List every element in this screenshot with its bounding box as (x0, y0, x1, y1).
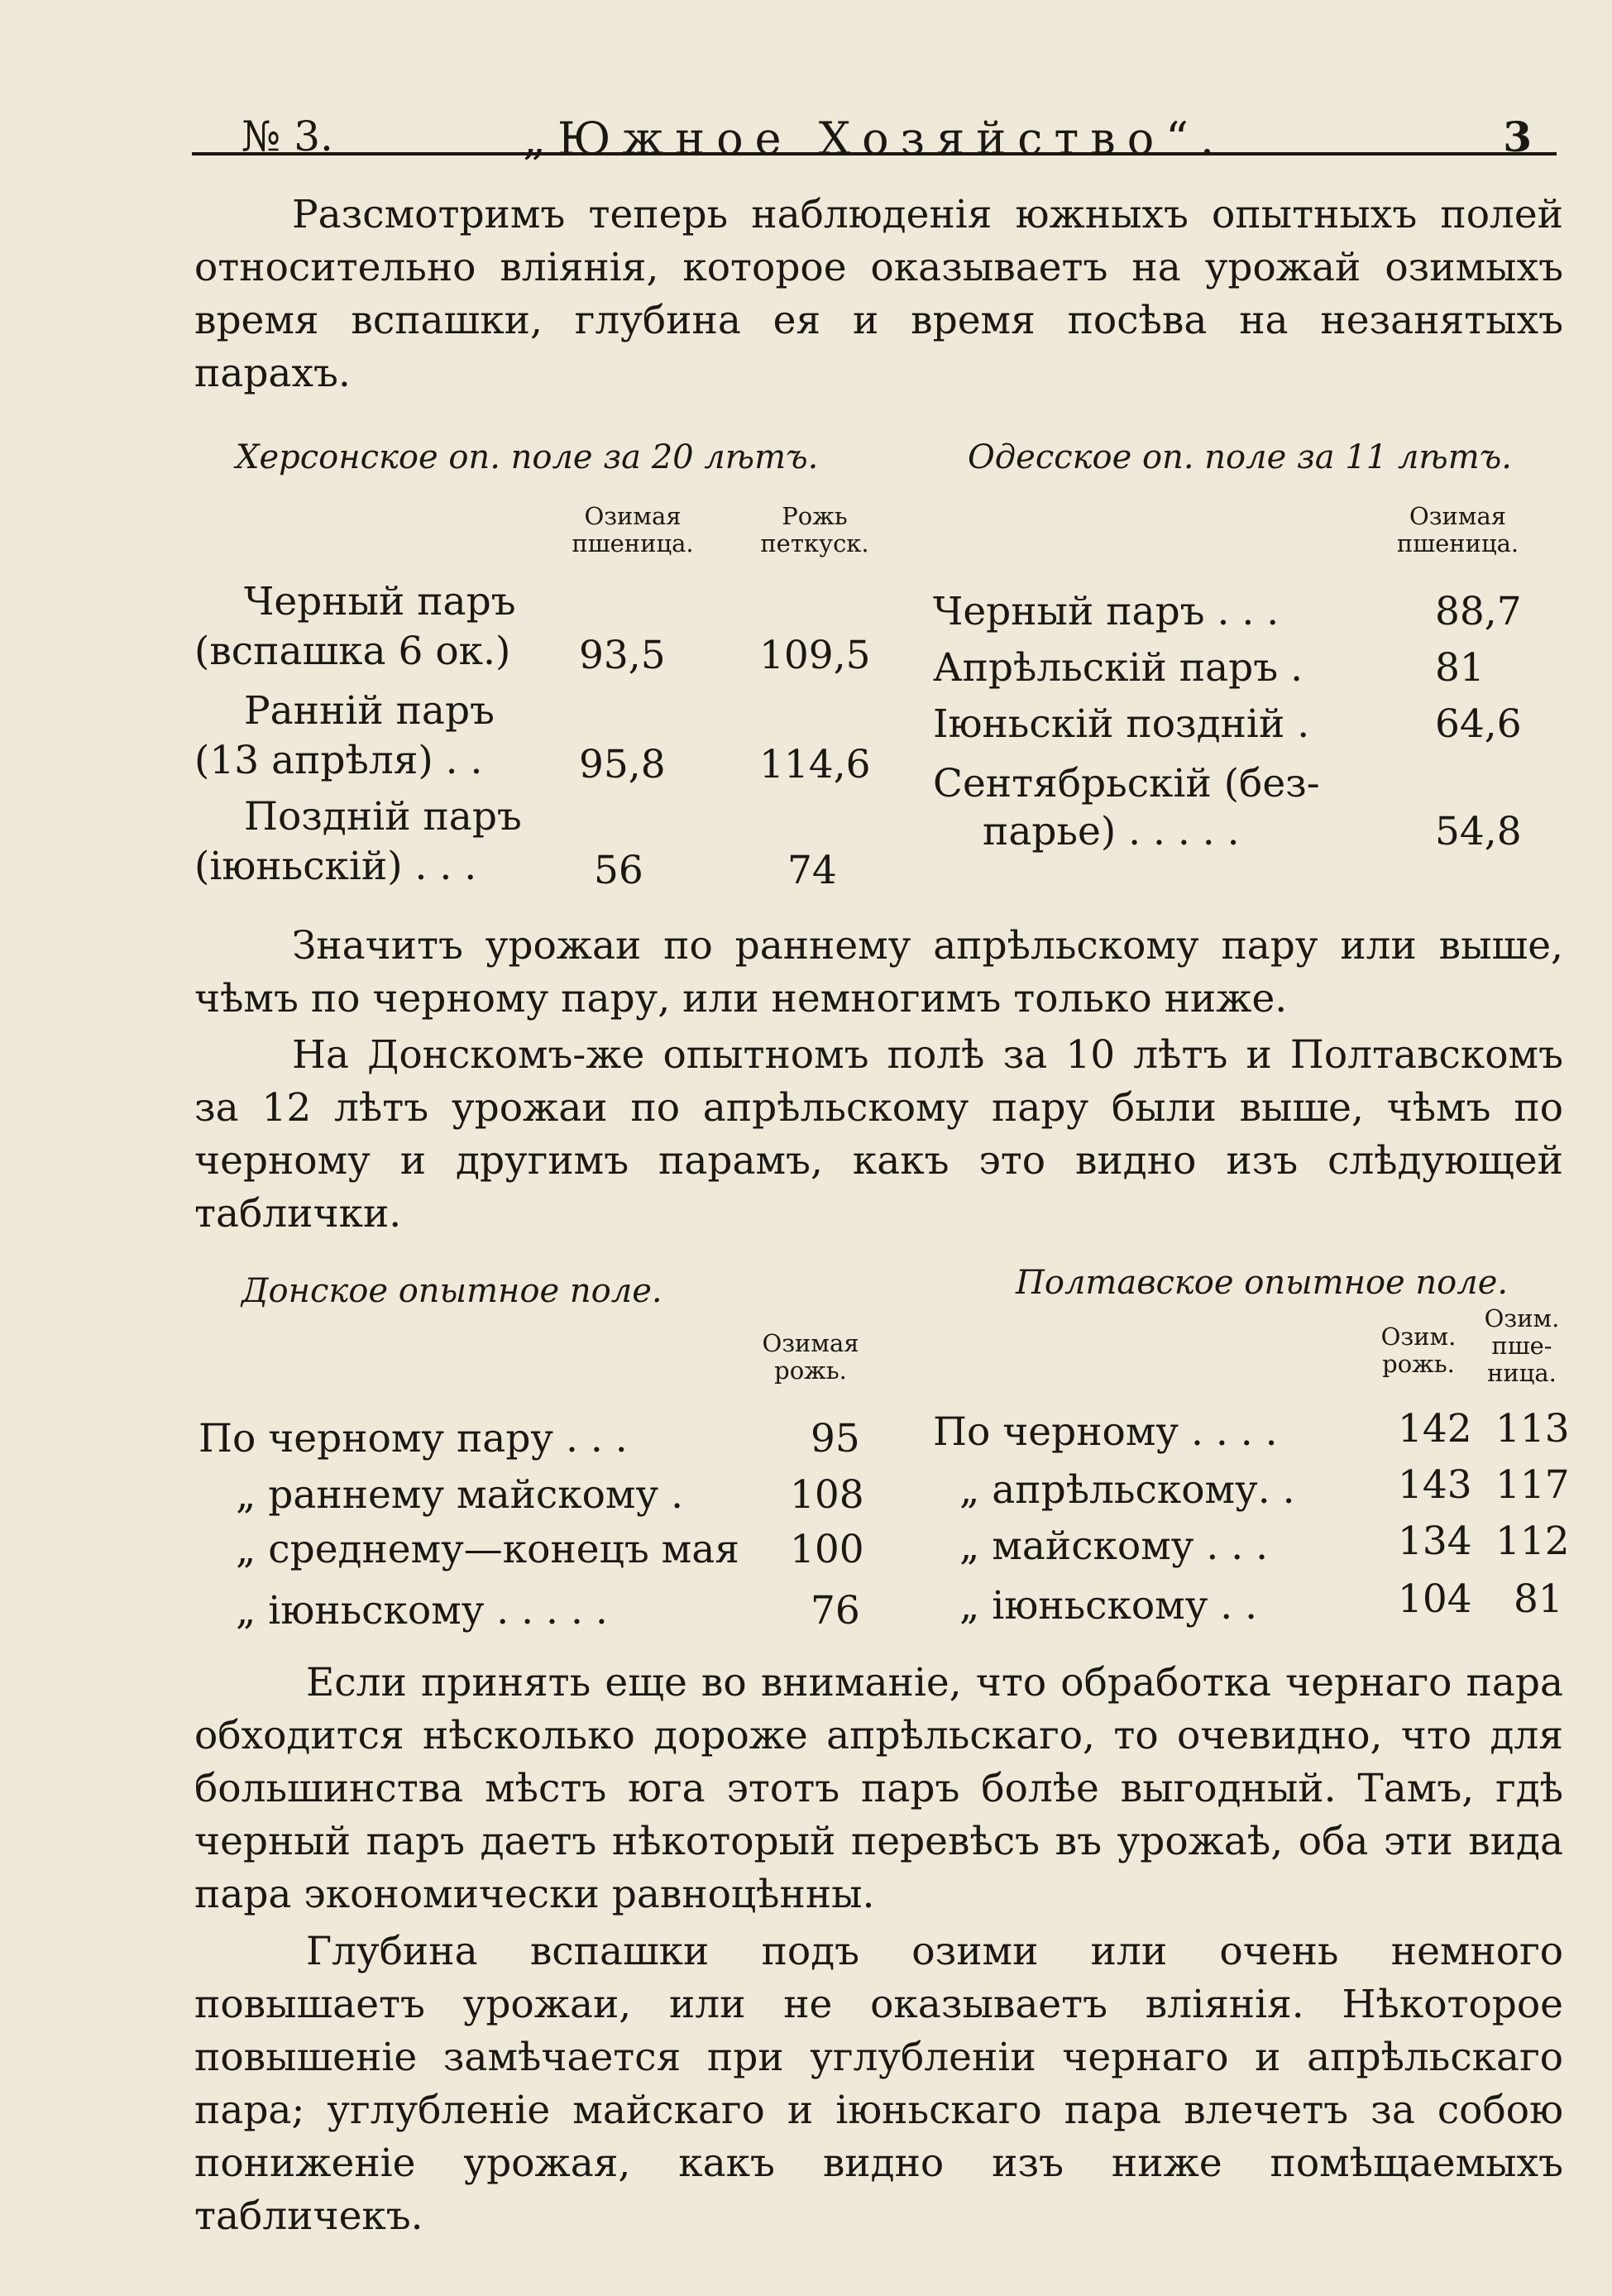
odessa-caption: Одесское оп. поле за 11 лѣтъ. (968, 438, 1513, 476)
journal-title: „Южное Хозяйство“. (523, 112, 1226, 165)
don-col-header: Озимая рожь. (762, 1329, 859, 1385)
poltava-col2-header: Озим. пше- ница. (1484, 1304, 1560, 1387)
paragraph-1: Разсмотримъ теперь наблюденія южныхъ опытныхъ полей относительно вліянія, которое оказываетъ на урожай озимыхъ время вспашки, глубина ея и время посѣва на незанятыхъ парахъ. (194, 192, 1563, 396)
header-rule (192, 152, 1557, 155)
paragraph-3: На Донскомъ-же опытномъ полѣ за 10 лѣтъ и Полтавскомъ за 12 лѣтъ урожаи по апрѣльскому пару были выше, чѣмъ по черному и другимъ парамъ, какъ это видно изъ слѣдующей таблички. (194, 1032, 1563, 1236)
poltava-caption: Полтавское опытное поле. (1016, 1264, 1509, 1302)
odessa-col-header: Озимая пшеница. (1396, 502, 1519, 557)
document-page: № 3. „Южное Хозяйство“. 3 Разсмотримъ теперь наблюденія южныхъ опытныхъ полей относительно вліянія, которое оказываетъ на урожай озимыхъ время вспашки, глубина ея и время посѣва на незанятыхъ парахъ. Херсонское оп. поле за 20 лѣтъ. Озимая пшеница. Рожь петкуск. Черный паръ (вспашка 6 ок.) 93,5 109,5 Ранній паръ (13 апрѣля) . . 95,8 114,6 Поздній паръ (іюньскій) . . . 56 74 Одесское оп. поле за 11 лѣтъ. Озимая пшеница. Черный паръ . . . 88,7 Апрѣльскій паръ . 81 Іюньскій поздній . 64,6 Сентябрьскій (без- парье) . . . . . 54,8 Значитъ урожаи по раннему апрѣльскому пару или выше, чѣмъ по черному пару, или немногимъ только ниже. На Донскомъ-же опытномъ полѣ за 10 лѣтъ и Полтавскомъ за 12 лѣтъ урожаи по апрѣльскому пару были выше, чѣмъ по черному и другимъ парамъ, какъ это видно изъ слѣдующей таблички. Донское опытное поле. Озимая рожь. По черному пару . . . 95 „ раннему майскому . 108 „ среднему—конецъ мая 100 „ іюньскому . . . . . 76 Полтавское опытное поле. Озим. рожь. Озим. пше- ница. По черному . . . . 142 113 „ апрѣльскому. . 143 117 „ майскому . . . 134 112 „ іюньскому . . 104 81 Если принять еще во вниманіе, что обработка чернаго пара обходится нѣсколько дороже апрѣльскаго, то очевидно, что для большинства мѣстъ юга этотъ паръ болѣе выгодный. Тамъ, гдѣ черный паръ даетъ нѣкоторый перевѣсъ въ урожаѣ, оба эти вида пара экономически равноцѣнны. Глубина вспашки подъ озими или очень немного повышаетъ урожаи, или не оказываетъ вліянія. Нѣкоторое повышеніе замѣчается при углубленіи чернаго и апрѣльскаго пара; углубленіе майскаго и іюньскаго пара влечетъ за собою пониженіе урожая, какъ видно изъ ниже помѣщаемыхъ табличекъ. (0, 0, 1612, 2296)
issue-number: № 3. (242, 112, 333, 160)
kherson-col2-header: Рожь петкуск. (760, 502, 869, 557)
poltava-col1-header: Озим. рожь. (1380, 1323, 1457, 1378)
page-number: 3 (1503, 112, 1532, 161)
paragraph-2: Значитъ урожаи по раннему апрѣльскому пару или выше, чѣмъ по черному пару, или немногимъ только ниже. (194, 923, 1563, 1021)
kherson-caption: Херсонское оп. поле за 20 лѣтъ. (236, 438, 819, 476)
paragraph-5: Глубина вспашки подъ озими или очень немного повышаетъ урожаи, или не оказываетъ вліянія. Нѣкоторое повышеніе замѣчается при углубленіи чернаго и апрѣльскаго пара; углубленіе майскаго и іюньскаго пара влечетъ за собою пониженіе урожая, какъ видно изъ ниже помѣщаемыхъ табличекъ. (194, 1929, 1563, 2239)
paragraph-4: Если принять еще во вниманіе, что обработка чернаго пара обходится нѣсколько дороже апрѣльскаго, то очевидно, что для большинства мѣстъ юга этотъ паръ болѣе выгодный. Тамъ, гдѣ черный паръ даетъ нѣкоторый перевѣсъ въ урожаѣ, оба эти вида пара экономически равноцѣнны. (194, 1660, 1563, 1917)
kherson-col1-header: Озимая пшеница. (572, 502, 694, 557)
don-caption: Донское опытное поле. (242, 1272, 662, 1310)
